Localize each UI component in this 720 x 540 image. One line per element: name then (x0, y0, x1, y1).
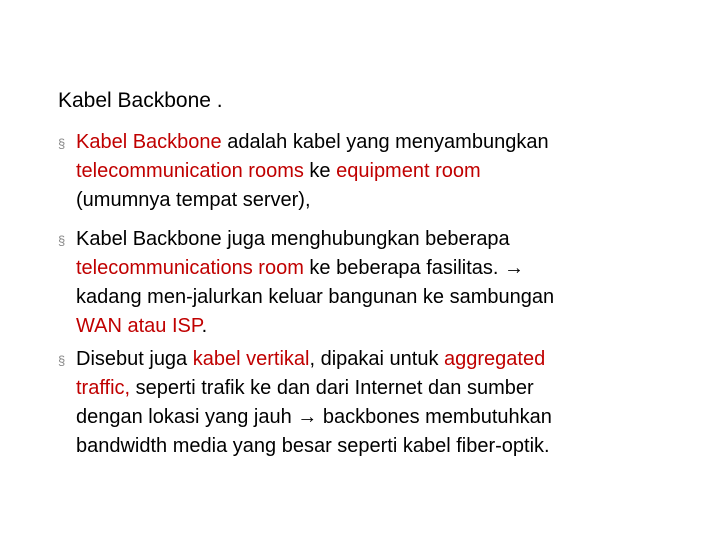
bullet-line (58, 432, 698, 461)
text-run: aggregated (444, 348, 546, 370)
bullet-line (58, 254, 698, 283)
text-run: , dipakai untuk (309, 348, 444, 370)
text-run: telecommunications room (76, 257, 304, 279)
slide-title: Kabel Backbone . (58, 89, 223, 112)
bullet-line (58, 186, 698, 215)
bullet-marker-icon: § (58, 353, 66, 368)
text-run: kabel vertikal (192, 348, 310, 370)
bullet-line (58, 283, 698, 312)
bullet-line (58, 403, 698, 432)
text-run: telecommunication rooms (76, 160, 304, 182)
bullet-marker-icon: § (58, 233, 66, 248)
bullet-item (58, 345, 698, 461)
bullet-item (58, 225, 698, 341)
text-run: equipment room (336, 160, 481, 182)
bullet-item (58, 128, 698, 215)
bullet-line (58, 225, 698, 254)
bullet-line (58, 345, 698, 374)
text-run: ke beberapa fasilitas. (303, 257, 504, 279)
text-run: dengan lokasi yang jauh (76, 406, 298, 428)
bullet-line (58, 157, 698, 186)
text-run: bandwidth media yang besar seperti kabel fiber-optik. (76, 435, 550, 457)
text-run: traffic, (76, 377, 131, 399)
text-run: kadang men-jalurkan keluar bangunan ke sambungan (76, 286, 555, 308)
text-run: WAN atau ISP (76, 315, 202, 337)
arrow-right-icon: → (504, 257, 524, 279)
text-run: Kabel Backbone (76, 131, 222, 153)
text-run: ke (303, 160, 337, 182)
text-run: backbones membutuhkan (317, 406, 552, 428)
text-run: Kabel Backbone juga menghubungkan beberapa (76, 228, 510, 250)
bullet-line (58, 374, 698, 403)
text-run: . (201, 315, 208, 337)
text-run: adalah kabel yang menyambungkan (221, 131, 549, 153)
bullet-marker-icon: § (58, 136, 66, 151)
bullet-line (58, 312, 698, 341)
text-run: seperti trafik ke dan dari Internet dan sumber (130, 377, 534, 399)
text-run: (umumnya tempat server), (76, 189, 311, 211)
text-run: Disebut juga (76, 348, 193, 370)
arrow-right-icon: → (297, 406, 318, 428)
bullet-line (58, 128, 698, 157)
